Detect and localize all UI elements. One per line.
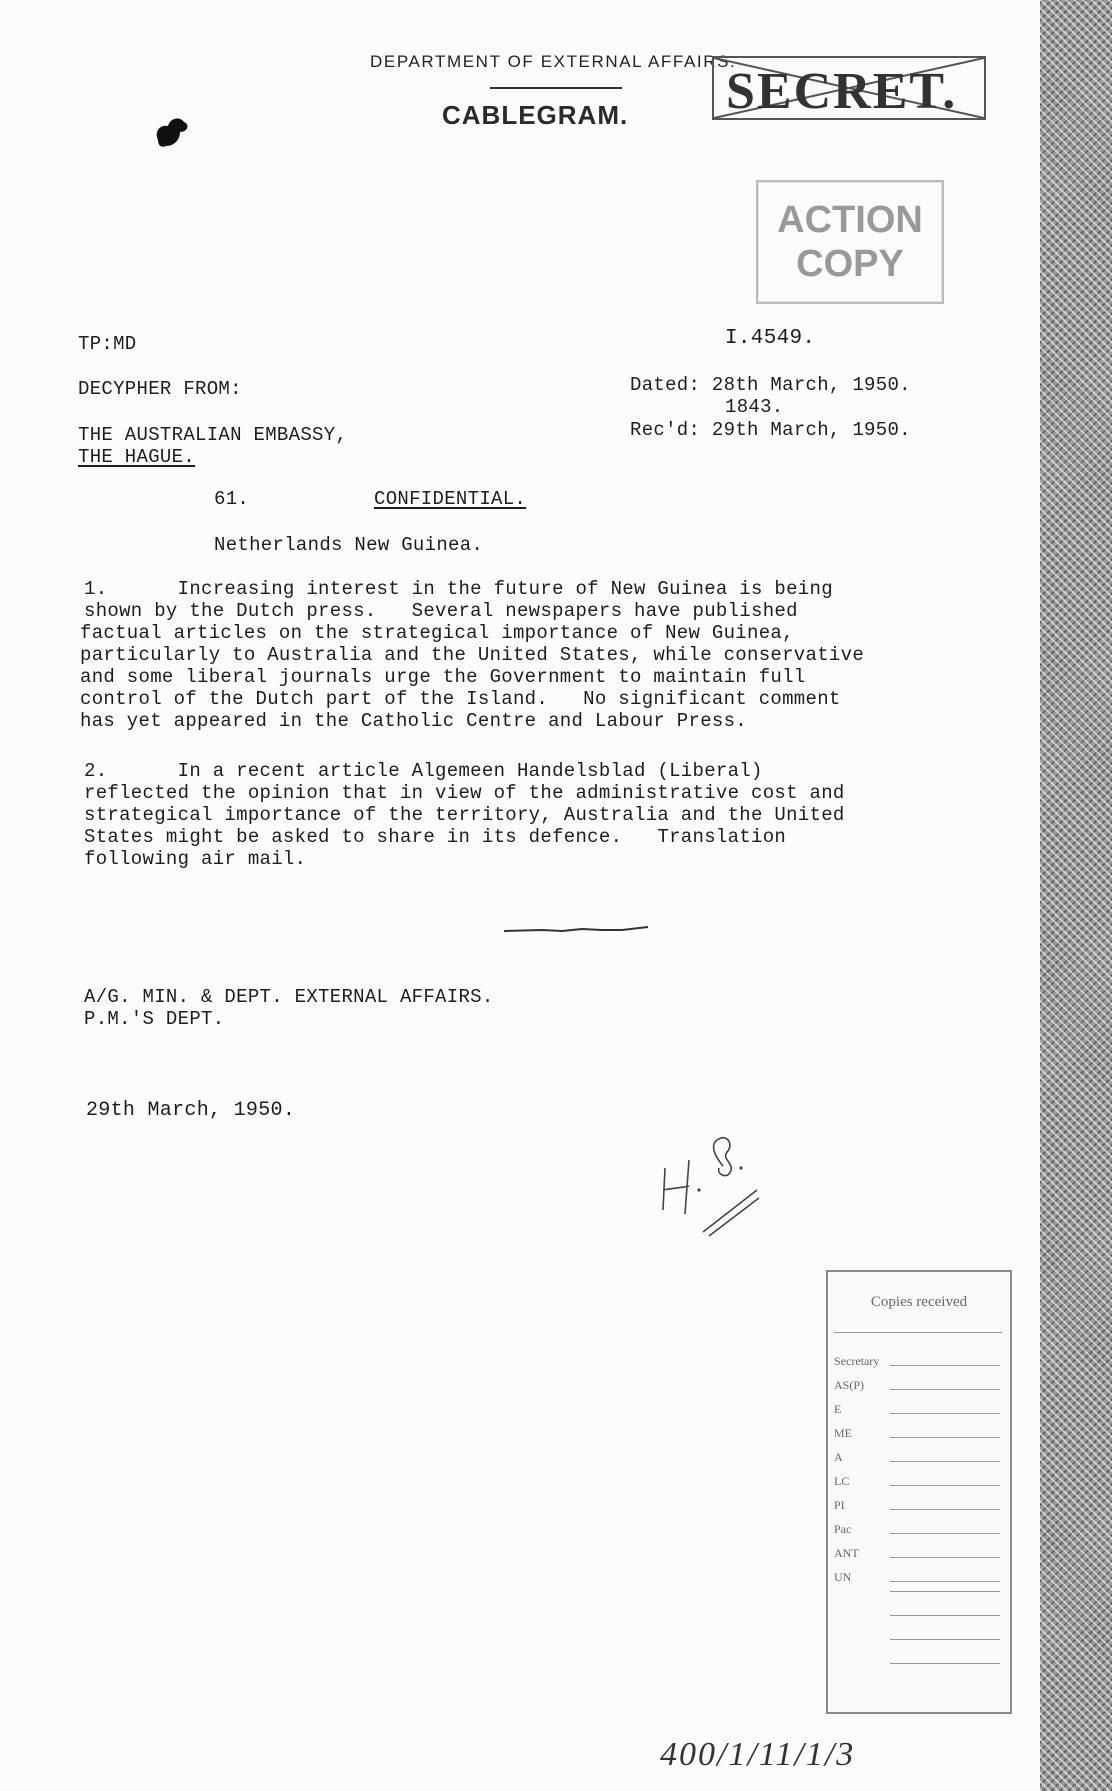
text-line: strategical importance of the territory, Australia and the United <box>84 804 845 826</box>
text-line: following air mail. <box>84 848 307 870</box>
copies-row: PI <box>834 1498 1004 1512</box>
received-line: Rec'd: 29th March, 1950. <box>630 419 911 441</box>
copies-row: Pac <box>834 1522 1004 1536</box>
copies-row: E <box>834 1402 1004 1416</box>
secret-stamp <box>712 56 984 122</box>
dated-line: Dated: 28th March, 1950. <box>630 374 911 396</box>
time-sent: 1843. <box>725 396 784 418</box>
text-line: 2. In a recent article Algemeen Handelsblad (Liberal) <box>84 760 763 782</box>
sender-name: THE AUSTRALIAN EMBASSY, <box>78 424 348 446</box>
copies-row: LC <box>834 1474 1004 1488</box>
end-of-message-rule <box>502 924 652 936</box>
copies-received-box <box>826 1270 1012 1714</box>
subject-line: Netherlands New Guinea. <box>214 534 484 556</box>
scan-edge-pattern <box>1040 0 1112 1791</box>
text-line: States might be asked to share in its defence. Translation <box>84 826 787 848</box>
message-serial: 61. <box>214 488 250 510</box>
text-line: control of the Dutch part of the Island. No significant comment <box>80 688 841 710</box>
text-line: 1. Increasing interest in the future of New Guinea is being <box>84 578 833 600</box>
stamp-line-1: ACTION <box>777 199 923 241</box>
copies-row: UN <box>834 1570 1004 1584</box>
copies-row: A <box>834 1450 1004 1464</box>
copies-row: Secretary <box>834 1354 1004 1368</box>
copies-row: AS(P) <box>834 1378 1004 1392</box>
classification-marking: SECRET. <box>726 63 958 120</box>
distribution-line-1: A/G. MIN. & DEPT. EXTERNAL AFFAIRS. <box>84 986 494 1008</box>
action-copy-stamp <box>756 180 944 304</box>
heading-rule <box>490 87 622 89</box>
sender-location: THE HAGUE. <box>78 446 196 468</box>
text-line: has yet appeared in the Catholic Centre and Labour Press. <box>80 710 748 732</box>
decypher-label: DECYPHER FROM: <box>78 378 242 400</box>
reference-code: TP:MD <box>78 333 137 355</box>
initials-signature-icon <box>655 1128 785 1238</box>
message-number: I.4549. <box>725 327 816 350</box>
document-title: CABLEGRAM. <box>442 100 629 130</box>
copies-row: ME <box>834 1426 1004 1440</box>
text-line: and some liberal journals urge the Government to maintain full <box>80 666 806 688</box>
department-heading: DEPARTMENT OF EXTERNAL AFFAIRS. <box>370 52 737 71</box>
confidential-marking: CONFIDENTIAL. <box>374 488 527 510</box>
copies-box-divider <box>834 1332 1002 1333</box>
copies-box-title: Copies received <box>870 1294 968 1310</box>
text-line: factual articles on the strategical importance of New Guinea, <box>80 622 794 644</box>
stamp-line-2: COPY <box>796 243 904 285</box>
handwritten-file-number: 400/1/11/1/3 <box>660 1736 856 1773</box>
ink-blot <box>150 110 192 152</box>
text-line: reflected the opinion that in view of the administrative cost and <box>84 782 845 804</box>
copies-row: ANT <box>834 1546 1004 1560</box>
text-line: shown by the Dutch press. Several newspapers have published <box>84 600 798 622</box>
distribution-line-2: P.M.'S DEPT. <box>84 1008 225 1030</box>
footer-date: 29th March, 1950. <box>86 1099 296 1122</box>
handwritten-initials <box>655 1128 785 1243</box>
text-line: particularly to Australia and the United States, while conservative <box>80 644 865 666</box>
